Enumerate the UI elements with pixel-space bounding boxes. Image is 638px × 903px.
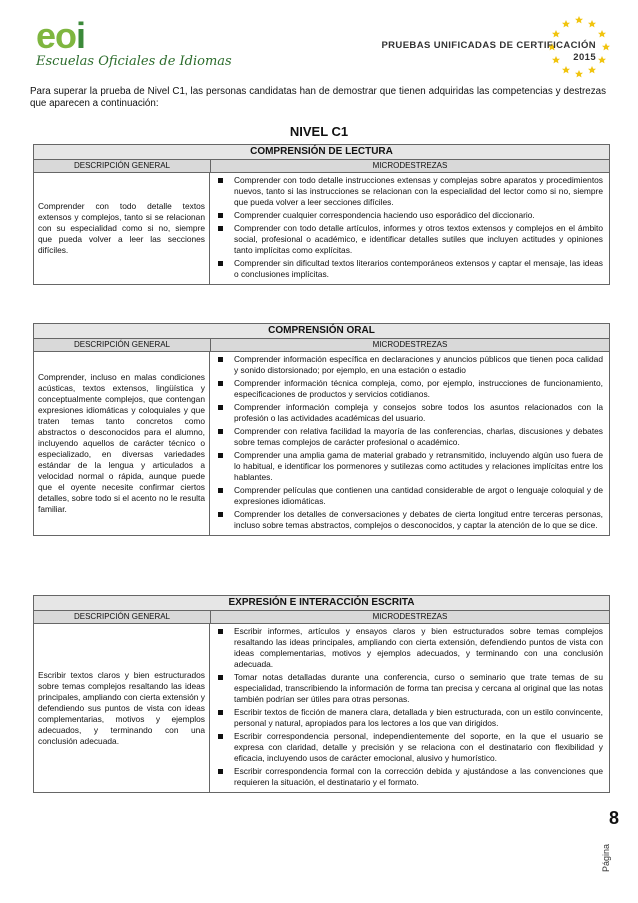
list-item: Comprender información técnica compleja, como, por ejemplo, instrucciones de funcionamiento, especificaciones de productos y servicios cotidianos. [214, 378, 603, 400]
page-number-value: 8 [609, 808, 620, 828]
logo-subtitle: Escuelas Oficiales de Idiomas [36, 54, 232, 69]
list-item: Comprender los detalles de conversaciones y debates de cierta longitud entre terceras personas, incluso sobre temas abstractos, complejos o desconocidos, y captar la atención de lo que se dice. [214, 509, 603, 531]
column-header-general: DESCRIPCIÓN GENERAL [34, 160, 211, 172]
column-header-row [34, 339, 609, 352]
column-header-micro: MICRODESTREZAS [372, 612, 448, 621]
section-title: EXPRESIÓN E INTERACCIÓN ESCRITA [34, 596, 609, 611]
micro-skills [210, 173, 609, 284]
page-number-label: Página [601, 843, 611, 872]
list-item: Comprender sin dificultad textos literarios contemporáneos extensos y captar el mensaje, las ideas o conclusiones implícitas. [214, 258, 603, 280]
intro-paragraph: Para superar la prueba de Nivel C1, las personas candidatas han de demostrar que tienen adquiridas las competencias y destrezas que aparecen a continuación: [30, 86, 606, 109]
list-item: Comprender cualquier correspondencia haciendo uso esporádico del diccionario. [214, 210, 603, 221]
level-title: NIVEL C1 [289, 124, 349, 139]
section-body [34, 173, 609, 284]
list-item: Escribir textos de ficción de manera clara, detallada y bien estructurada, con un estilo convincente, personal y natural, apropiados para los lectores a los que van dirigidos. [214, 707, 603, 729]
list-item: Comprender películas que contienen una cantidad considerable de argot o lenguaje coloquial y de expresiones idiomáticas. [214, 485, 603, 507]
logo-wordmark: eoi [36, 15, 86, 56]
list-item: Comprender información específica en declaraciones y anuncios públicos que tienen poca calidad y sonido distorsionado; por ejemplo, en una estación o estadio [214, 354, 603, 376]
section-comprension-lectura [33, 144, 610, 285]
column-header-row [34, 160, 609, 173]
column-header-micro: MICRODESTREZAS [372, 340, 448, 349]
page-number [601, 808, 631, 878]
section-expresion-escrita [33, 595, 610, 793]
header-title-line2: 2015 [573, 52, 596, 63]
general-description: Comprender con todo detalle textos extensos y complejos, tanto si se relacionan con su especialidad como si no, siempre que pueda volver a leer las secciones difíciles. [34, 173, 210, 284]
column-header-row [34, 611, 609, 624]
list-item: Escribir correspondencia formal con la corrección debida y ajustándose a las convenciones que requieren la situación, el destinatario y el formato. [214, 766, 603, 788]
section-body [34, 352, 609, 535]
header-title-line1: PRUEBAS UNIFICADAS DE CERTIFICACIÓN [381, 40, 596, 51]
column-header-general: DESCRIPCIÓN GENERAL [34, 339, 211, 351]
section-body [34, 624, 609, 792]
eoi-logo [30, 14, 232, 74]
list-item: Escribir informes, artículos y ensayos claros y bien estructurados sobre temas complejos resaltando las ideas principales, ampliando con cierta extensión, defendiendo puntos de vista con ideas complementarias, motivos y ejemplos adecuados, y terminando con una conclusión adecuada. [214, 626, 603, 670]
list-item: Comprender información compleja y consejos sobre todos los asuntos relacionados con la profesión o las actividades académicas del usuario. [214, 402, 603, 424]
list-item: Comprender con todo detalle artículos, informes y otros textos extensos y complejos en el ámbito social, profesional o académico, e identificar detalles sutiles que incluyen actitudes y opiniones tanto implícitas como explícitas. [214, 223, 603, 256]
list-item: Tomar notas detalladas durante una conferencia, curso o seminario que trate temas de su especialidad, transcribiendo la información de forma tan precisa y cercana al original que las notas también podrían ser útiles para otras personas. [214, 672, 603, 705]
list-item: Escribir correspondencia personal, independientemente del soporte, en la que el usuario se expresa con claridad, detalle y precisión y se relaciona con el destinatario con flexibilidad y eficacia, incluyendo usos de carácter emocional, alusivo y humorístico. [214, 731, 603, 764]
general-description: Comprender, incluso en malas condiciones acústicas, textos extensos, lingüística y conceptualmente complejos, que contengan expresiones idiomáticas y coloquiales y que traten temas tanto concretos como abstractos o desconocidos para el alumno, incluyendo aquellos de carácter técnico o especializado, en diversas variedades estándar de la lengua y articulados a velocidad normal o rápida, aunque puede que el oyente necesite confirmar ciertos detalles, sobre todo si el acento no le resulta familiar. [34, 352, 210, 535]
general-description: Escribir textos claros y bien estructurados sobre temas complejos resaltando las ideas principales, ampliando con cierta extensión y defendiendo sus puntos de vista con ideas complementarias, motivos y ejemplos adecuados, y terminando con una conclusión adecuada. [34, 624, 210, 792]
section-title: COMPRENSIÓN ORAL [34, 324, 609, 339]
column-header-micro: MICRODESTREZAS [372, 161, 448, 170]
list-item: Comprender con relativa facilidad la mayoría de las conferencias, charlas, discusiones y debates sobre temas complejos de carácter profesional o académico. [214, 426, 603, 448]
header-title [381, 40, 596, 64]
section-comprension-oral [33, 323, 610, 536]
micro-skills [210, 624, 609, 792]
list-item: Comprender con todo detalle instrucciones extensas y complejas sobre aparatos y procedimientos nuevos, tanto si las instrucciones se relacionan con la especialidad del lector como si no, siempre que pueda volver a leer secciones difíciles. [214, 175, 603, 208]
column-header-general: DESCRIPCIÓN GENERAL [34, 611, 211, 623]
list-item: Comprender una amplia gama de material grabado y retransmitido, incluyendo algún uso fuera de lo habitual, e identificar los pormenores y sutilezas como actitudes y relaciones implícitas entre los hablantes. [214, 450, 603, 483]
micro-skills [210, 352, 609, 535]
section-title: COMPRENSIÓN DE LECTURA [34, 145, 609, 160]
